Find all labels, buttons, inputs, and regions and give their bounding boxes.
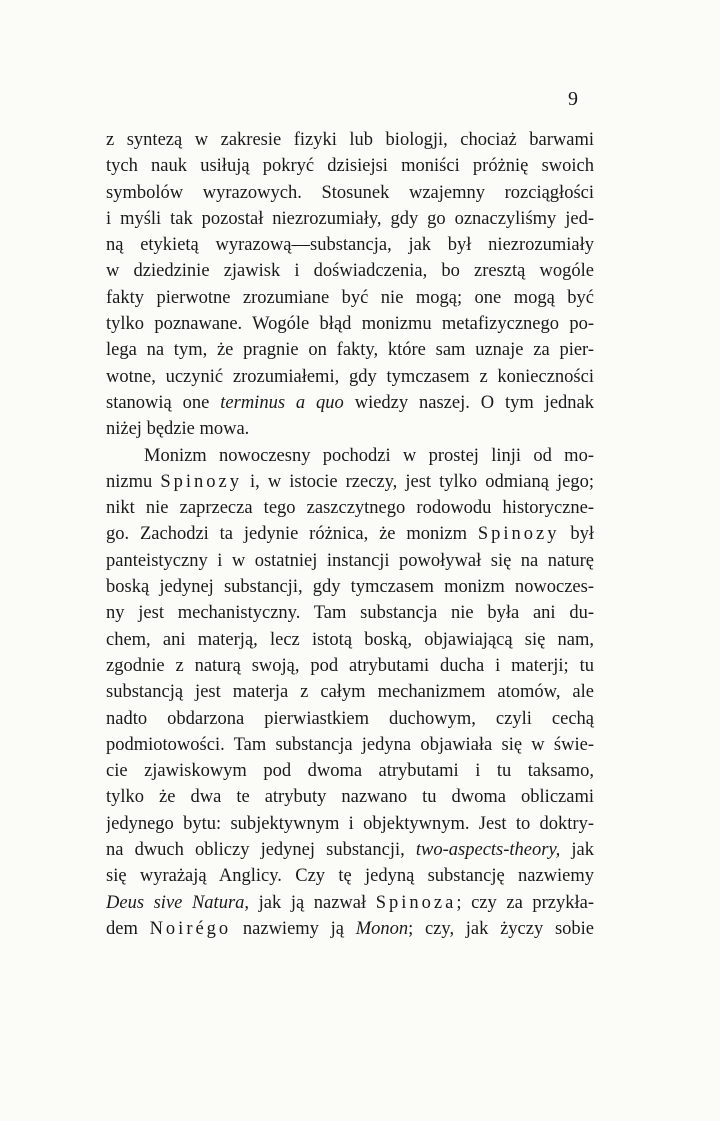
spaced-name: Spinozy [477,524,560,545]
text-line: symbolów wyrazowych. Stosunek wzajemny rozciągłości [106,182,594,203]
text-line: tylko że dwa te atrybuty nazwano tu dwoma obliczami [106,787,594,808]
text-line: na dwuch obliczy jedynej substancji, two-aspects-theory, jak [106,840,594,861]
text-line: boską jedynej substancji, gdy tymczasem monizm nowoczes- [106,577,594,598]
latin-phrase: Deus sive Natura, [106,892,250,913]
spaced-name: Spinozy [160,471,242,492]
text-line: chem, ani materją, lecz istotą boską, objawiającą się nam, [106,629,594,650]
english-phrase: two-aspects-theory, [415,840,561,861]
text-line: tylko poznawane. Wogóle błąd monizmu metafizycznego po- [106,314,594,335]
text-line: cie zjawiskowym pod dwoma atrybutami i tu taksamo, [106,761,594,782]
text-line: niżej będzie mowa. [106,419,250,440]
text-line: się wyrażają Anglicy. Czy tę jedyną substancję nazwiemy [106,866,594,887]
spaced-name: Noirégo [149,918,232,939]
text-line: z syntezą w zakresie fizyki lub biologji, chociaż barwami [106,130,594,150]
text-line: podmiotowości. Tam substancja jedyna objawiała się w świe- [106,734,594,755]
text-line: wotne, uczynić zrozumiałemi, gdy tymczasem z konieczności [106,366,594,387]
text-line: ny jest mechanistyczny. Tam substancja nie była ani du- [106,603,594,624]
page-number: 9 [568,88,578,110]
body-text [106,127,594,942]
text-line: panteistyczny i w ostatniej instancji powoływał się na naturę [106,550,594,571]
text-line: ną etykietą wyrazową—substancja, jak był niezrozumiały [106,235,594,256]
text-line: nikt nie zaprzecza tego zaszczytnego rodowodu historyczne- [106,498,594,519]
text-line: nizmu Spinozy i, w istocie rzeczy, jest tylko odmianą jego; [106,471,594,492]
text-line: jedynego bytu: subjektywnym i objektywnym. Jest to doktry- [106,813,594,834]
text-line: Monizm nowoczesny pochodzi w prostej linji od mo- [144,445,594,466]
text-line: fakty pierwotne zrozumiane być nie mogą; one mogą być [106,287,594,308]
text-line: w dziedzinie zjawisk i doświadczenia, bo zresztą wogóle [106,261,594,282]
text-line: Deus sive Natura, jak ją nazwał Spinoza; czy za przykła- [106,892,594,913]
text-line: substancją jest materja z całym mechanizmem atomów, ale [106,682,594,703]
text-line: nadto obdarzona pierwiastkiem duchowym, czyli cechą [106,708,594,729]
text-line: i myśli tak pozostał niezrozumiały, gdy go oznaczyliśmy jed- [106,208,594,229]
latin-phrase: terminus a quo [220,392,344,413]
spaced-name: Spinoza [375,892,457,913]
text-line: lega na tym, że pragnie on fakty, które sam uznaje za pier- [106,340,594,361]
text-line: zgodnie z naturą swoją, pod atrybutami ducha i materji; tu [106,655,594,676]
text-line: go. Zachodzi ta jedynie różnica, że monizm Spinozy był [106,524,594,545]
text-line: stanowią one terminus a quo wiedzy naszej. O tym jednak [106,392,594,413]
text-line: tych nauk usiłują pokryć dzisiejsi moniści próżnię swoich [106,156,594,177]
text-line: dem Noirégo nazwiemy ją Monon; czy, jak życzy sobie [106,918,594,939]
term-monon: Monon [355,918,409,939]
